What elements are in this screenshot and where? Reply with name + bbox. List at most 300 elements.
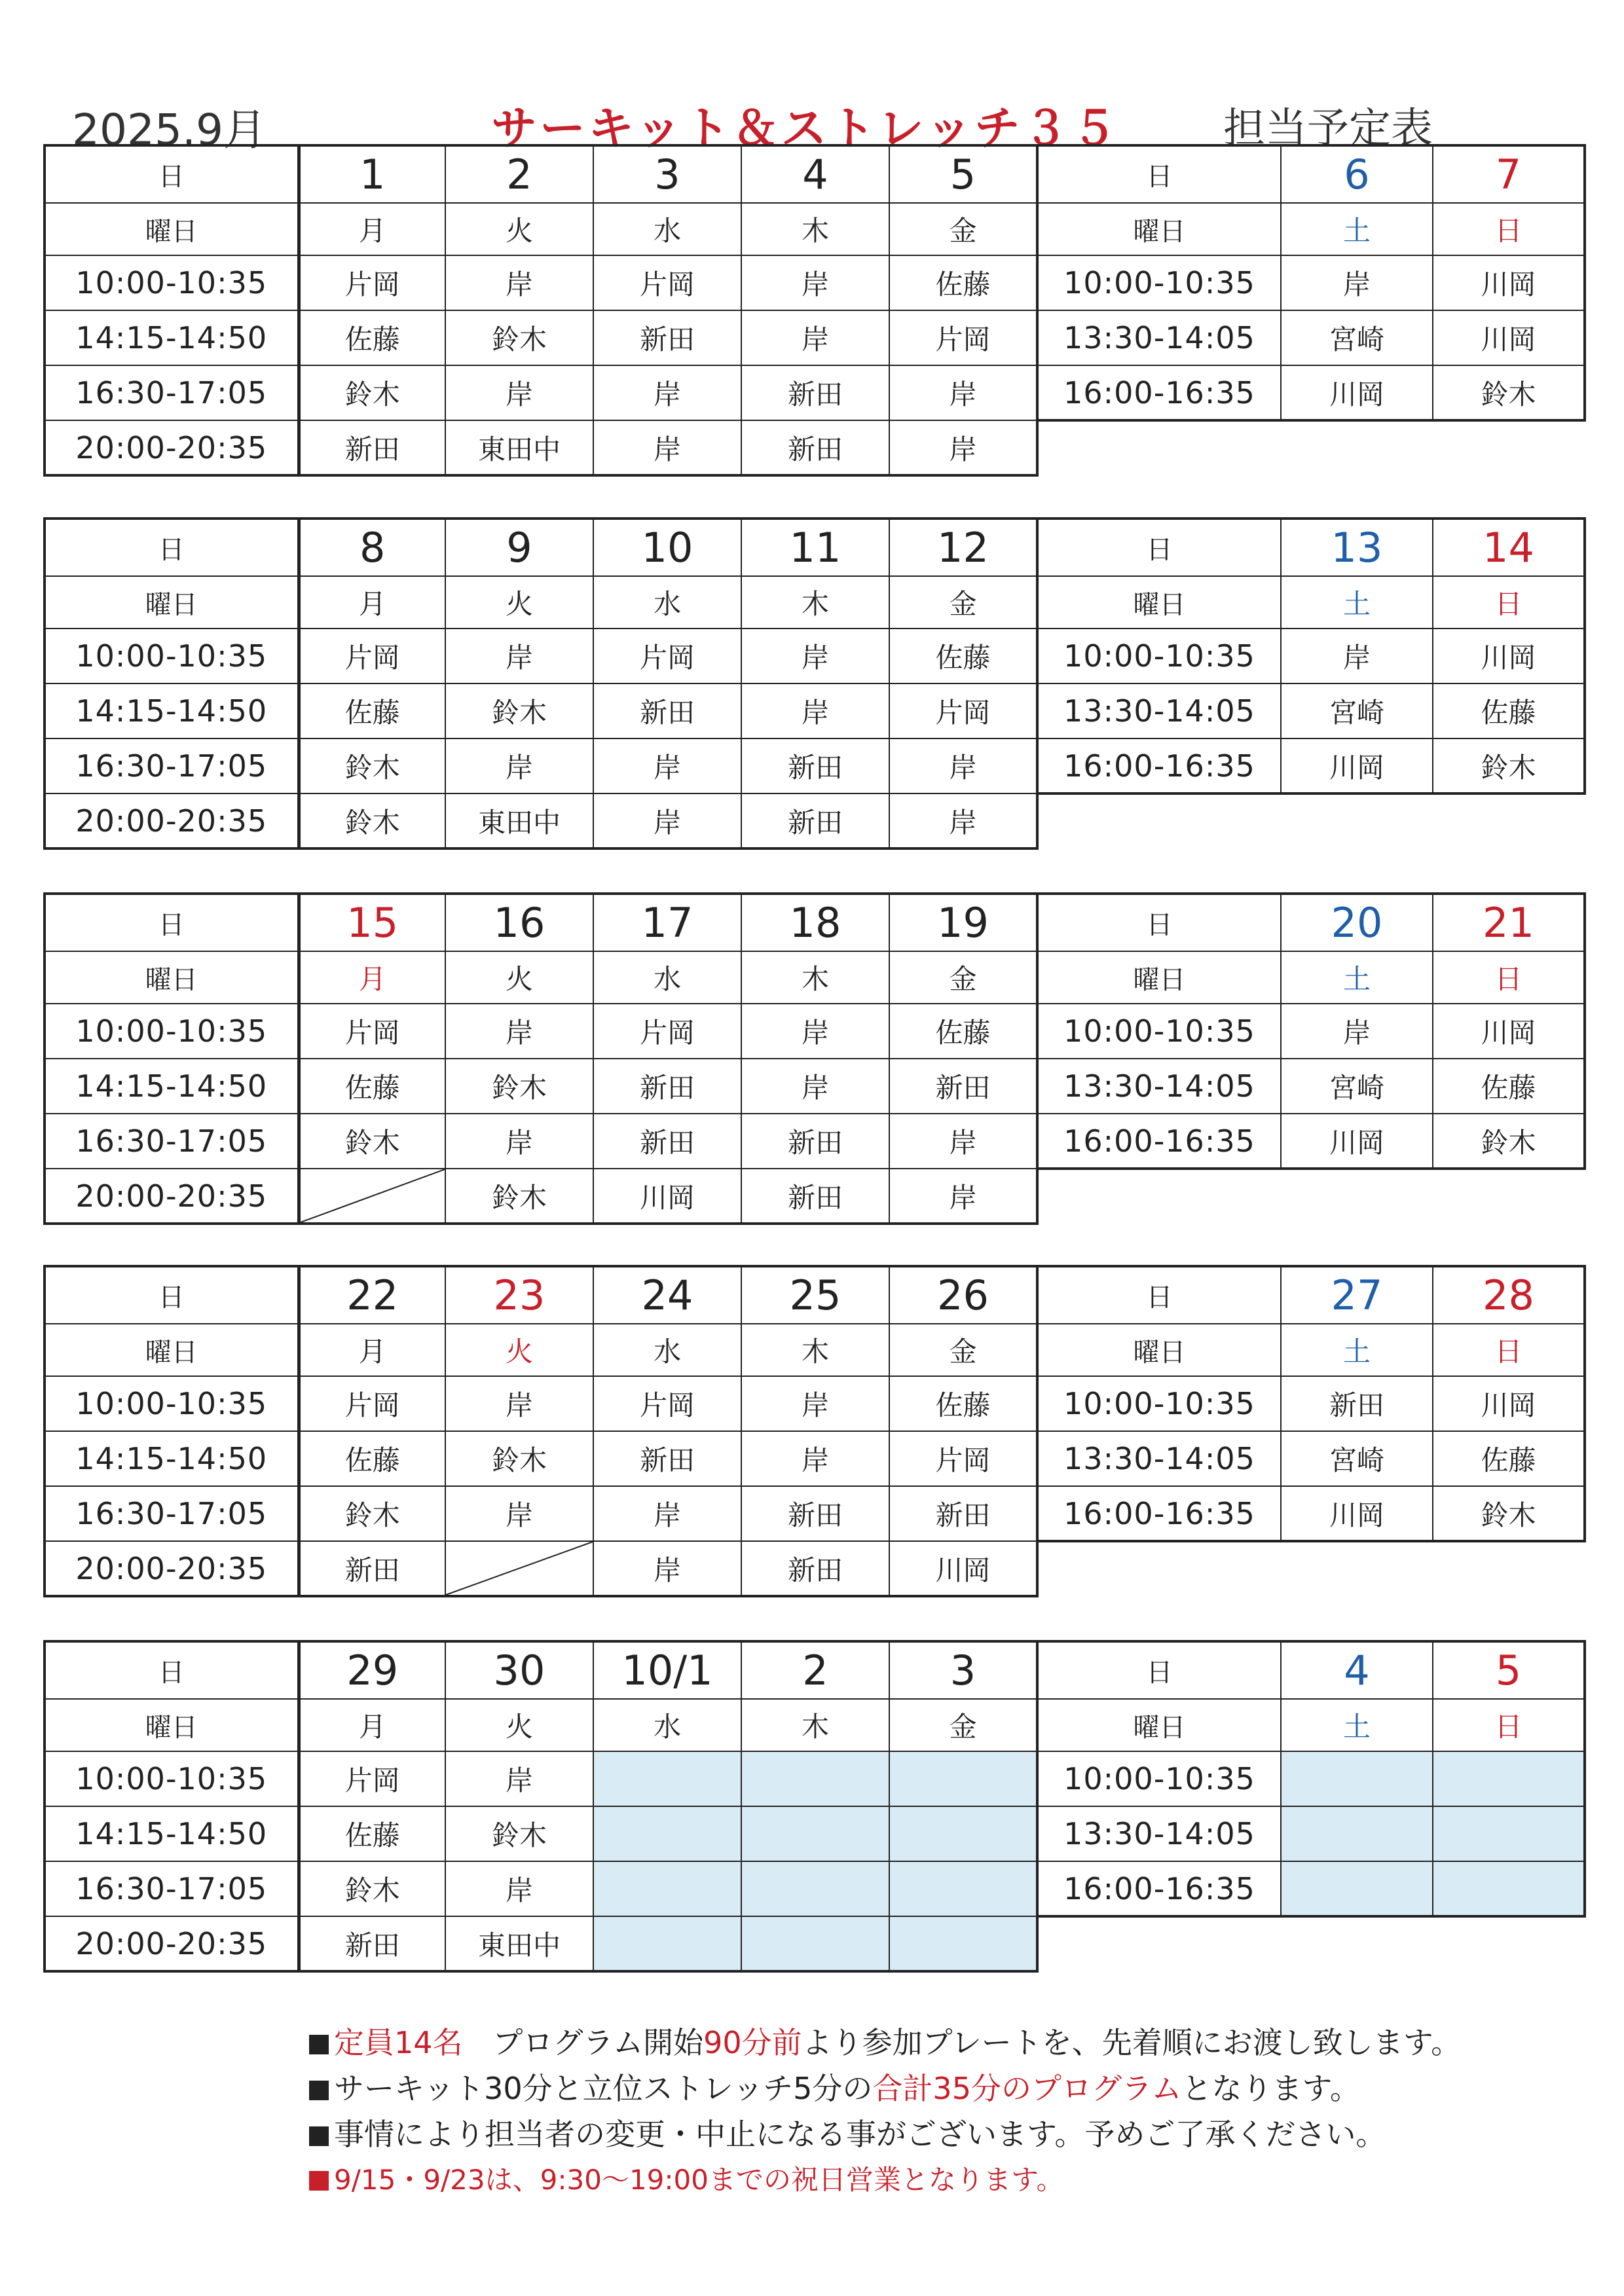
- time-slot-row: [1037, 1431, 1585, 1486]
- empty-cell: [1281, 1751, 1433, 1806]
- staff-cell: 鈴木: [445, 310, 593, 365]
- staff-cell: 岸: [889, 365, 1037, 420]
- staff-cell: 岸: [445, 1486, 593, 1541]
- empty-cell: [741, 1861, 889, 1916]
- staff-cell: 佐藤: [1433, 683, 1585, 738]
- date-cell: 14: [1433, 519, 1585, 576]
- bullet-square-icon: [309, 2171, 329, 2191]
- date-cell: 2: [741, 1641, 889, 1699]
- weekday-table: [43, 1640, 1039, 1973]
- staff-cell: 岸: [445, 365, 593, 420]
- staff-cell: 鈴木: [299, 1486, 445, 1541]
- weekday-cell: 水: [593, 576, 741, 629]
- staff-cell: 岸: [593, 1541, 741, 1596]
- staff-cell: 片岡: [299, 1751, 445, 1806]
- staff-cell: 新田: [741, 365, 889, 420]
- date-cell: 9: [445, 519, 593, 576]
- staff-cell: 川岡: [889, 1541, 1037, 1596]
- weekday-cell: 月: [299, 1699, 445, 1751]
- bullet-square-icon: [309, 2081, 329, 2100]
- staff-cell: 川岡: [1433, 255, 1585, 310]
- time-slot-label: 14:15-14:50: [45, 1806, 299, 1861]
- staff-cell: 鈴木: [1433, 1114, 1585, 1169]
- staff-cell: 宮崎: [1281, 683, 1433, 738]
- weekday-cell: 火: [445, 576, 593, 629]
- weekend-table: [1036, 1640, 1586, 1918]
- note-holiday: [309, 2157, 1553, 2203]
- weekday-cell: 水: [593, 951, 741, 1004]
- staff-cell: 川岡: [1281, 738, 1433, 793]
- day-header-label: 日: [45, 519, 299, 576]
- note-program-highlight: 合計35分のプログラム: [872, 2071, 1182, 2106]
- day-header-label: 日: [1037, 519, 1281, 576]
- staff-cell: 片岡: [889, 1431, 1037, 1486]
- day-header-label: 日: [45, 1641, 299, 1699]
- weekday-header-label: 曜日: [1037, 1699, 1281, 1751]
- staff-cell: 新田: [741, 420, 889, 475]
- staff-cell: 岸: [593, 365, 741, 420]
- weekday-cell: 土: [1281, 1324, 1433, 1376]
- time-slot-label: 10:00-10:35: [1037, 255, 1281, 310]
- time-slot-row: [45, 1431, 1037, 1486]
- staff-cell: 岸: [445, 255, 593, 310]
- weekday-header-label: 曜日: [1037, 203, 1281, 255]
- weekday-cell: 土: [1281, 576, 1433, 629]
- staff-cell: 鈴木: [1433, 365, 1585, 420]
- time-slot-label: 16:30-17:05: [45, 365, 299, 420]
- staff-cell: 片岡: [593, 629, 741, 683]
- staff-cell: 新田: [889, 1059, 1037, 1114]
- weekday-cell: 火: [445, 1324, 593, 1376]
- time-slot-label: 10:00-10:35: [45, 629, 299, 683]
- staff-cell: 新田: [741, 1541, 889, 1596]
- weekday-table: [43, 892, 1039, 1225]
- date-cell: 4: [741, 145, 889, 203]
- time-slot-label: 10:00-10:35: [1037, 629, 1281, 683]
- program-title: サーキット＆ストレッチ３５: [491, 101, 1120, 155]
- weekday-cell: 日: [1433, 1699, 1585, 1751]
- date-cell: 22: [299, 1266, 445, 1324]
- staff-cell: 岸: [889, 420, 1037, 475]
- time-slot-label: 16:00-16:35: [1037, 365, 1281, 420]
- weekend-day-row: [1037, 894, 1585, 951]
- weekend-table: [1036, 517, 1586, 795]
- empty-cell: [741, 1806, 889, 1861]
- weekend-day-row: [1037, 519, 1585, 576]
- time-slot-label: 10:00-10:35: [45, 1004, 299, 1059]
- weekday-cell: 日: [1433, 1324, 1585, 1376]
- staff-cell: 岸: [445, 1004, 593, 1059]
- time-slot-label: 16:00-16:35: [1037, 738, 1281, 793]
- staff-cell: 片岡: [299, 1376, 445, 1431]
- date-cell: 25: [741, 1266, 889, 1324]
- note-change: [309, 2111, 1553, 2157]
- time-slot-label: 14:15-14:50: [45, 1431, 299, 1486]
- staff-cell: 鈴木: [299, 793, 445, 848]
- no-class-slash: [299, 1169, 445, 1224]
- staff-cell: 佐藤: [299, 1431, 445, 1486]
- time-slot-row: [1037, 1114, 1585, 1169]
- time-slot-label: 10:00-10:35: [45, 1751, 299, 1806]
- staff-cell: 岸: [593, 1486, 741, 1541]
- date-cell: 4: [1281, 1641, 1433, 1699]
- staff-cell: 鈴木: [299, 738, 445, 793]
- staff-cell: 岸: [1281, 629, 1433, 683]
- staff-cell: 岸: [593, 793, 741, 848]
- weekday-cell: 日: [1433, 951, 1585, 1004]
- weekday-row: [45, 576, 1037, 629]
- time-slot-row: [45, 420, 1037, 475]
- time-slot-label: 10:00-10:35: [1037, 1376, 1281, 1431]
- staff-cell: 東田中: [445, 420, 593, 475]
- week-block: [43, 517, 1583, 847]
- date-cell: 18: [741, 894, 889, 951]
- staff-cell: 片岡: [889, 310, 1037, 365]
- weekend-day-row: [1037, 1641, 1585, 1699]
- weekday-header-label: 曜日: [45, 1324, 299, 1376]
- weekday-cell: 水: [593, 1324, 741, 1376]
- staff-cell: 佐藤: [1433, 1431, 1585, 1486]
- time-slot-label: 20:00-20:35: [45, 1916, 299, 1971]
- empty-cell: [593, 1751, 741, 1806]
- time-slot-label: 13:30-14:05: [1037, 683, 1281, 738]
- day-row: [45, 1641, 1037, 1699]
- date-cell: 10/1: [593, 1641, 741, 1699]
- staff-cell: 片岡: [299, 629, 445, 683]
- time-slot-row: [1037, 1861, 1585, 1916]
- staff-cell: 岸: [741, 683, 889, 738]
- day-header-label: 日: [1037, 1266, 1281, 1324]
- date-cell: 23: [445, 1266, 593, 1324]
- page-header: [0, 0, 1624, 155]
- staff-cell: 新田: [593, 1059, 741, 1114]
- time-slot-row: [1037, 1751, 1585, 1806]
- day-row: [45, 145, 1037, 203]
- empty-cell: [1433, 1751, 1585, 1806]
- empty-cell: [1281, 1806, 1433, 1861]
- weekend-weekday-row: [1037, 203, 1585, 255]
- staff-cell: 片岡: [593, 1004, 741, 1059]
- time-slot-row: [45, 1806, 1037, 1861]
- weekday-cell: 木: [741, 951, 889, 1004]
- weekday-cell: 日: [1433, 576, 1585, 629]
- time-slot-row: [1037, 1806, 1585, 1861]
- time-slot-label: 16:30-17:05: [45, 1486, 299, 1541]
- weekday-cell: 月: [299, 203, 445, 255]
- staff-cell: 新田: [299, 420, 445, 475]
- note-capacity-time: 90分前: [703, 2025, 802, 2060]
- staff-cell: 岸: [445, 1751, 593, 1806]
- staff-cell: 岸: [445, 1114, 593, 1169]
- staff-cell: 宮崎: [1281, 1059, 1433, 1114]
- staff-cell: 片岡: [299, 1004, 445, 1059]
- date-cell: 10: [593, 519, 741, 576]
- staff-cell: 岸: [889, 1169, 1037, 1224]
- weekday-cell: 土: [1281, 203, 1433, 255]
- staff-cell: 鈴木: [299, 1861, 445, 1916]
- empty-cell: [889, 1751, 1037, 1806]
- day-header-label: 日: [1037, 894, 1281, 951]
- staff-cell: 新田: [593, 683, 741, 738]
- staff-cell: 川岡: [1433, 310, 1585, 365]
- staff-cell: 鈴木: [445, 1431, 593, 1486]
- staff-cell: 鈴木: [299, 365, 445, 420]
- staff-cell: 佐藤: [299, 310, 445, 365]
- note-program-text-2: となります。: [1181, 2071, 1360, 2106]
- date-cell: 6: [1281, 145, 1433, 203]
- date-cell: 11: [741, 519, 889, 576]
- date-cell: 24: [593, 1266, 741, 1324]
- weekday-row: [45, 1699, 1037, 1751]
- time-slot-row: [1037, 738, 1585, 793]
- weekend-day-row: [1037, 1266, 1585, 1324]
- staff-cell: 岸: [1281, 255, 1433, 310]
- weekday-header-label: 曜日: [1037, 576, 1281, 629]
- day-row: [45, 894, 1037, 951]
- date-cell: 16: [445, 894, 593, 951]
- staff-cell: 岸: [593, 738, 741, 793]
- date-cell: 26: [889, 1266, 1037, 1324]
- staff-cell: 佐藤: [299, 1059, 445, 1114]
- staff-cell: 新田: [593, 1114, 741, 1169]
- staff-cell: 新田: [741, 1169, 889, 1224]
- staff-cell: 岸: [593, 420, 741, 475]
- weekday-cell: 木: [741, 1699, 889, 1751]
- note-capacity: [309, 2020, 1553, 2066]
- staff-cell: 新田: [1281, 1376, 1433, 1431]
- time-slot-label: 14:15-14:50: [45, 310, 299, 365]
- staff-cell: 新田: [299, 1916, 445, 1971]
- date-cell: 28: [1433, 1266, 1585, 1324]
- staff-cell: 川岡: [593, 1169, 741, 1224]
- date-cell: 15: [299, 894, 445, 951]
- time-slot-label: 10:00-10:35: [1037, 1751, 1281, 1806]
- weekend-weekday-row: [1037, 951, 1585, 1004]
- weekday-cell: 金: [889, 576, 1037, 629]
- staff-cell: 新田: [741, 738, 889, 793]
- day-header-label: 日: [1037, 1641, 1281, 1699]
- staff-cell: 鈴木: [1433, 738, 1585, 793]
- weekday-cell: 火: [445, 203, 593, 255]
- staff-cell: 岸: [445, 1861, 593, 1916]
- staff-cell: 岸: [889, 738, 1037, 793]
- time-slot-row: [45, 1059, 1037, 1114]
- weekday-cell: 日: [1433, 203, 1585, 255]
- time-slot-label: 16:00-16:35: [1037, 1861, 1281, 1916]
- time-slot-label: 13:30-14:05: [1037, 310, 1281, 365]
- staff-cell: 佐藤: [889, 255, 1037, 310]
- time-slot-label: 16:30-17:05: [45, 1861, 299, 1916]
- weekend-weekday-row: [1037, 576, 1585, 629]
- time-slot-row: [45, 1169, 1037, 1224]
- staff-cell: 佐藤: [889, 1004, 1037, 1059]
- day-header-label: 日: [45, 894, 299, 951]
- weekday-table: [43, 144, 1039, 477]
- staff-cell: 川岡: [1281, 1486, 1433, 1541]
- staff-cell: 鈴木: [445, 683, 593, 738]
- staff-cell: 岸: [741, 1004, 889, 1059]
- day-header-label: 日: [1037, 145, 1281, 203]
- weekday-table: [43, 1265, 1039, 1597]
- time-slot-row: [45, 1751, 1037, 1806]
- staff-cell: 岸: [741, 1059, 889, 1114]
- time-slot-label: 20:00-20:35: [45, 420, 299, 475]
- staff-cell: 佐藤: [1433, 1059, 1585, 1114]
- note-program-text-1: サーキット30分と立位ストレッチ5分の: [334, 2071, 873, 2106]
- weekend-weekday-row: [1037, 1324, 1585, 1376]
- time-slot-row: [45, 793, 1037, 848]
- time-slot-row: [1037, 1376, 1585, 1431]
- staff-cell: 川岡: [1281, 365, 1433, 420]
- time-slot-label: 20:00-20:35: [45, 1541, 299, 1596]
- note-capacity-highlight: 定員14名: [334, 2025, 463, 2060]
- time-slot-label: 14:15-14:50: [45, 683, 299, 738]
- staff-cell: 東田中: [445, 1916, 593, 1971]
- staff-cell: 岸: [741, 1376, 889, 1431]
- staff-cell: 岸: [889, 1114, 1037, 1169]
- time-slot-label: 10:00-10:35: [45, 255, 299, 310]
- date-cell: 8: [299, 519, 445, 576]
- time-slot-row: [45, 255, 1037, 310]
- staff-cell: 宮崎: [1281, 310, 1433, 365]
- empty-cell: [593, 1861, 741, 1916]
- staff-cell: 岸: [889, 793, 1037, 848]
- staff-cell: 岸: [445, 1376, 593, 1431]
- staff-cell: 鈴木: [1433, 1486, 1585, 1541]
- weekday-cell: 月: [299, 576, 445, 629]
- staff-cell: 新田: [741, 1486, 889, 1541]
- time-slot-row: [45, 1114, 1037, 1169]
- time-slot-label: 16:30-17:05: [45, 738, 299, 793]
- empty-cell: [593, 1806, 741, 1861]
- weekday-cell: 火: [445, 1699, 593, 1751]
- weekday-header-label: 曜日: [45, 1699, 299, 1751]
- note-capacity-text-1: プログラム開始: [462, 2025, 704, 2060]
- time-slot-row: [1037, 1004, 1585, 1059]
- weekday-header-label: 曜日: [1037, 951, 1281, 1004]
- weekday-row: [45, 951, 1037, 1004]
- no-class-slash: [445, 1541, 593, 1596]
- time-slot-row: [1037, 629, 1585, 683]
- staff-cell: 東田中: [445, 793, 593, 848]
- weekday-row: [45, 1324, 1037, 1376]
- date-cell: 5: [1433, 1641, 1585, 1699]
- weekday-table: [43, 517, 1039, 850]
- time-slot-row: [45, 1376, 1037, 1431]
- empty-cell: [1433, 1861, 1585, 1916]
- date-cell: 3: [889, 1641, 1037, 1699]
- time-slot-label: 20:00-20:35: [45, 793, 299, 848]
- date-cell: 30: [445, 1641, 593, 1699]
- staff-cell: 片岡: [299, 255, 445, 310]
- staff-cell: 新田: [741, 1114, 889, 1169]
- staff-cell: 新田: [593, 1431, 741, 1486]
- staff-cell: 片岡: [889, 683, 1037, 738]
- weekend-weekday-row: [1037, 1699, 1585, 1751]
- weekday-header-label: 曜日: [45, 203, 299, 255]
- time-slot-label: 16:00-16:35: [1037, 1114, 1281, 1169]
- weekday-header-label: 曜日: [45, 951, 299, 1004]
- note-program: [309, 2066, 1553, 2111]
- empty-cell: [741, 1751, 889, 1806]
- week-block: [43, 892, 1583, 1222]
- staff-cell: 佐藤: [889, 629, 1037, 683]
- schedule-subtitle: 担当予定表: [1223, 105, 1433, 153]
- time-slot-label: 20:00-20:35: [45, 1169, 299, 1224]
- time-slot-row: [45, 1486, 1037, 1541]
- note-capacity-text-2: より参加プレートを、先着順にお渡し致します。: [802, 2025, 1462, 2060]
- weekend-table: [1036, 1265, 1586, 1542]
- time-slot-row: [1037, 1059, 1585, 1114]
- staff-cell: 佐藤: [299, 683, 445, 738]
- weekend-day-row: [1037, 145, 1585, 203]
- time-slot-row: [45, 1861, 1037, 1916]
- staff-cell: 片岡: [593, 1376, 741, 1431]
- date-cell: 21: [1433, 894, 1585, 951]
- weekday-cell: 土: [1281, 1699, 1433, 1751]
- time-slot-label: 14:15-14:50: [45, 1059, 299, 1114]
- date-cell: 1: [299, 145, 445, 203]
- staff-cell: 川岡: [1281, 1114, 1433, 1169]
- staff-cell: 岸: [445, 738, 593, 793]
- empty-cell: [889, 1916, 1037, 1971]
- staff-cell: 岸: [445, 629, 593, 683]
- weekday-cell: 水: [593, 1699, 741, 1751]
- notes: [309, 2020, 1553, 2203]
- time-slot-row: [45, 310, 1037, 365]
- time-slot-row: [45, 629, 1037, 683]
- staff-cell: 佐藤: [889, 1376, 1037, 1431]
- week-block: [43, 144, 1583, 474]
- staff-cell: 佐藤: [299, 1806, 445, 1861]
- staff-cell: 岸: [1281, 1004, 1433, 1059]
- staff-cell: 新田: [741, 793, 889, 848]
- staff-cell: 片岡: [593, 255, 741, 310]
- date-cell: 19: [889, 894, 1037, 951]
- day-row: [45, 1266, 1037, 1324]
- staff-cell: 新田: [889, 1486, 1037, 1541]
- staff-cell: 鈴木: [445, 1059, 593, 1114]
- empty-cell: [1281, 1861, 1433, 1916]
- week-block: [43, 1265, 1583, 1595]
- time-slot-label: 13:30-14:05: [1037, 1059, 1281, 1114]
- time-slot-row: [1037, 1486, 1585, 1541]
- date-cell: 7: [1433, 145, 1585, 203]
- staff-cell: 川岡: [1433, 1004, 1585, 1059]
- time-slot-label: 16:30-17:05: [45, 1114, 299, 1169]
- day-header-label: 日: [45, 1266, 299, 1324]
- time-slot-row: [45, 1916, 1037, 1971]
- staff-cell: 岸: [741, 310, 889, 365]
- time-slot-label: 13:30-14:05: [1037, 1806, 1281, 1861]
- weekend-table: [1036, 144, 1586, 422]
- time-slot-label: 16:00-16:35: [1037, 1486, 1281, 1541]
- week-block: [43, 1640, 1583, 1970]
- day-row: [45, 519, 1037, 576]
- date-cell: 2: [445, 145, 593, 203]
- time-slot-label: 10:00-10:35: [45, 1376, 299, 1431]
- date-cell: 12: [889, 519, 1037, 576]
- time-slot-label: 13:30-14:05: [1037, 1431, 1281, 1486]
- empty-cell: [741, 1916, 889, 1971]
- time-slot-label: 10:00-10:35: [1037, 1004, 1281, 1059]
- date-cell: 3: [593, 145, 741, 203]
- weekday-header-label: 曜日: [1037, 1324, 1281, 1376]
- date-cell: 29: [299, 1641, 445, 1699]
- date-cell: 5: [889, 145, 1037, 203]
- note-change-text: 事情により担当者の変更・中止になる事がございます。予めご了承ください。: [334, 2117, 1386, 2152]
- day-header-label: 日: [45, 145, 299, 203]
